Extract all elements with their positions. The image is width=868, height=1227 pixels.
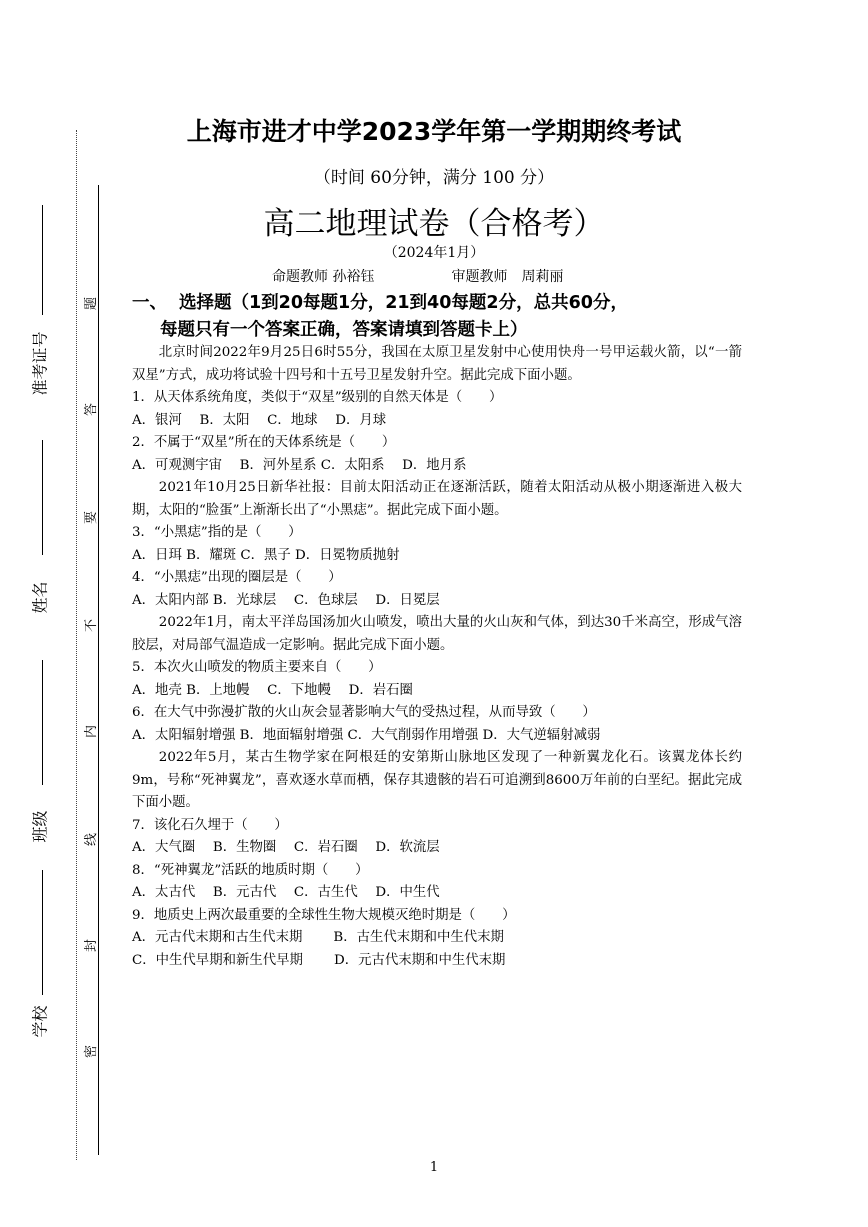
answer-options: A．太阳辐射增强 B．地面辐射增强 C．大气削弱作用增强 D．大气逆辐射减弱 (132, 727, 601, 743)
seal-char: 封 (84, 938, 100, 953)
subject-title: 高二地理试卷（合格考） (263, 206, 605, 242)
answer-options: A．可观测宇宙 B．河外星系 C．太阳系 D．地月系 (132, 457, 467, 473)
class-blank-line[interactable] (42, 660, 43, 785)
question-stem: 8．“死神翼龙”活跃的地质时期（ ） (132, 862, 369, 878)
name-label: 姓名 (30, 581, 50, 614)
question-stem: 6．在大气中弥漫扩散的火山灰会显著影响大气的受热过程，从而导致（ ） (132, 705, 596, 720)
question-stem: 1．从天体系统角度，类似于“双星”级别的自然天体是（ ） (132, 390, 503, 405)
question-content (132, 342, 742, 972)
exam-subtitle: （时间 60分钟，满分 100 分） (313, 168, 555, 188)
seal-solid-line (98, 185, 99, 1155)
seal-char: 密 (84, 1044, 100, 1059)
question-stem: 9．地质史上两次最重要的全球性生物大规模灭绝时期是（ ） (132, 907, 516, 923)
answer-options: A．地壳 B．上地幔 C．下地幔 D．岩石圈 (132, 682, 413, 698)
answer-options: A．太阳内部 B．光球层 C．色球层 D．日冕层 (132, 592, 440, 608)
seal-char: 答 (84, 402, 100, 417)
seal-dotted-line (76, 130, 77, 1160)
reading-passage: 北京时间2022年9月25日6时55分，我国在太原卫星发射中心使用快舟一号甲运载火箭，以“一箭双星”方式，成功将试验十四号和十五号卫星发射升空。据此完成下面小题。 (132, 345, 742, 383)
seal-char: 要 (84, 510, 100, 525)
reading-passage: 2022年5月，某古生物学家在阿根廷的安第斯山脉地区发现了一种新翼龙化石。该翼龙体长约9m，号称“死神翼龙”，喜欢逐水草而栖，保存其遗骸的岩石可追溯到8600万年前的白垩纪。据此完成下面小题。 (132, 750, 742, 810)
class-label: 班级 (30, 810, 50, 843)
exam-date: （2024年1月） (383, 245, 485, 261)
section-number: 一、 (132, 293, 167, 313)
exam-title: 上海市进才中学2023学年第一学期期终考试 (186, 117, 682, 146)
school-blank-line[interactable] (42, 870, 43, 995)
question-stem: 5．本次火山喷发的物质主要来自（ ） (132, 660, 382, 675)
reading-passage: 2021年10月25日新华社报：目前太阳活动正在逐渐活跃，随着太阳活动从极小期逐渐进入极大期，太阳的“脸蛋”上渐渐长出了“小黑痣”。据此完成下面小题。 (132, 480, 742, 518)
seal-char: 不 (84, 618, 100, 633)
answer-options: C．中生代早期和新生代早期 D．元古代末期和中生代末期 (132, 952, 506, 968)
answer-options: A．元古代末期和古生代末期 B．古生代末期和中生代末期 (132, 930, 504, 945)
seal-char: 题 (84, 296, 100, 311)
setter-teacher: 命题教师 孙裕钰 (272, 269, 375, 285)
section-heading (132, 290, 752, 344)
answer-options: A．日珥 B．耀斑 C．黑子 D．日冕物质抛射 (132, 547, 400, 563)
answer-options: A．太古代 B．元古代 C．古生代 D．中生代 (132, 885, 440, 900)
answer-options: A．大气圈 B．生物圈 C．岩石圈 D．软流层 (132, 840, 440, 855)
section-title-line1: 选择题（1到20每题1分，21到40每题2分，总共60分， (179, 293, 628, 313)
name-blank-line[interactable] (42, 440, 43, 555)
question-stem: 2．不属于“双星”所在的天体系统是（ ） (132, 435, 396, 450)
teachers-line (272, 266, 672, 286)
reviewer-teacher: 审题教师 周莉丽 (451, 269, 564, 285)
section-heading-line1 (132, 290, 752, 317)
section-title-line2: 每题只有一个答案正确，答案请填到答题卡上） (160, 320, 528, 340)
school-label: 学校 (30, 1005, 50, 1038)
reading-passage: 2022年1月，南太平洋岛国汤加火山喷发，喷出大量的火山灰和气体，到达30千米高空，形成气溶胶层，对局部气温造成一定影响。据此完成下面小题。 (132, 615, 742, 653)
answer-options: A．银河 B．太阳 C．地球 D．月球 (132, 412, 387, 428)
question-stem: 7．该化石久埋于（ ） (132, 817, 288, 833)
exam-id-label: 准考证号 (30, 331, 50, 396)
question-stem: 4．“小黑痣”出现的圈层是（ ） (132, 570, 342, 585)
seal-char: 线 (84, 832, 100, 847)
page-number: 1 (429, 1160, 439, 1175)
question-stem: 3．“小黑痣”指的是（ ） (132, 525, 302, 540)
seal-char: 内 (84, 724, 100, 739)
